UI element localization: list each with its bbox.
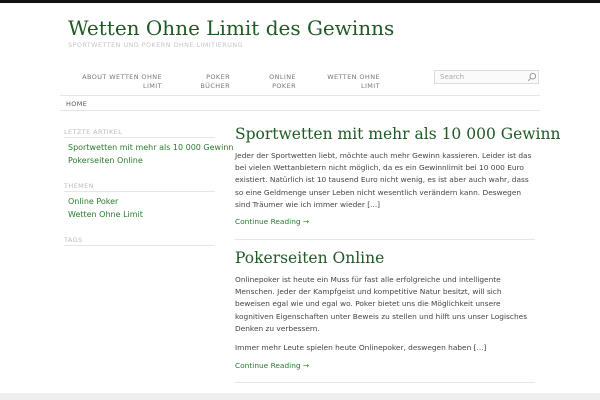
nav-item-online-poker[interactable] <box>256 73 296 91</box>
nav-item-wetten-ohne-limit-line2: LIMIT <box>360 82 380 90</box>
nav-item-about[interactable] <box>80 73 162 91</box>
footer-bar <box>0 393 600 400</box>
site-title[interactable]: Wetten Ohne Limit des Gewinns <box>68 16 395 40</box>
nav-item-online-poker-line1: ONLINE <box>269 73 296 81</box>
search-input[interactable]: Search <box>434 70 539 84</box>
continue-reading-link[interactable]: Continue Reading → <box>235 361 310 370</box>
nav-item-wetten-ohne-limit[interactable] <box>320 73 380 91</box>
widget-title-tags: TAGS <box>64 236 83 244</box>
search-icon[interactable] <box>527 72 537 82</box>
site-tagline: SPORTWETTEN UND POKERN OHNE LIMITIERUNG <box>68 41 243 49</box>
sidebar-link-topic-2[interactable]: Wetten Ohne Limit <box>68 210 143 219</box>
post-title[interactable]: Pokerseiten Online <box>235 249 385 267</box>
top-bar <box>0 0 600 3</box>
continue-reading-link[interactable]: Continue Reading → <box>235 217 310 226</box>
sidebar-link-topic-1[interactable]: Online Poker <box>68 197 119 206</box>
post-divider <box>235 239 535 240</box>
widget-title-recent: LETZTE ARTIKEL <box>64 128 123 136</box>
post-excerpt: Onlinepoker ist heute ein Muss für fast alle erfolgreiche und intelligente Menschen. Jeder der Kampfgeist und kompetitive Natur besitzt, will sich beweisen egal wie und egal wo. Poker bietet uns die Möglichkeit unsere kognitiven Eigenschaften unter Beweis zu stellen und hilft uns unser Logisches Denken zu verbessern. <box>235 275 528 333</box>
sidebar-link-recent-1[interactable]: Sportwetten mit mehr als 10 000 Gewinn <box>68 143 234 152</box>
widget-divider <box>64 137 215 138</box>
post-divider <box>235 382 535 383</box>
widget-title-topics: THEMEN <box>64 182 94 190</box>
nav-item-about-line1: ABOUT WETTEN OHNE <box>82 73 162 81</box>
post-excerpt: Jeder der Sportwetten liebt, möchte auch mehr Gewinn kassieren. Leider ist das bei vielen Wettanbietern nicht möglich, da es ein Gewinnlimit bei 10 000 Euro existiert. Natürlich ist 10 tausend Euro nicht wenig, es ist aber auch wahr, dass so eine Geldmenge unser Leben nicht wesentlich verändern kann. Deswegen sind Träumer wie ich immer wieder [...] <box>235 151 532 209</box>
nav-item-wetten-ohne-limit-line1: WETTEN OHNE <box>327 73 380 81</box>
widget-divider <box>64 245 215 246</box>
nav-item-poker-buecher[interactable] <box>190 73 230 91</box>
nav-item-poker-buecher-line2: BÜCHER <box>200 82 230 90</box>
breadcrumb-home[interactable]: HOME <box>66 100 88 108</box>
widget-divider <box>64 191 215 192</box>
sidebar-link-recent-2[interactable]: Pokerseiten Online <box>68 156 143 165</box>
breadcrumb-divider <box>60 110 540 111</box>
post-excerpt-continued: Immer mehr Leute spielen heute Onlinepoker, deswegen haben [...] <box>235 343 487 352</box>
nav-item-about-line2: LIMIT <box>142 82 162 90</box>
nav-item-online-poker-line2: POKER <box>272 82 296 90</box>
post-title[interactable]: Sportwetten mit mehr als 10 000 Gewinn <box>235 125 561 143</box>
nav-divider <box>60 95 540 96</box>
nav-item-poker-buecher-line1: POKER <box>206 73 230 81</box>
